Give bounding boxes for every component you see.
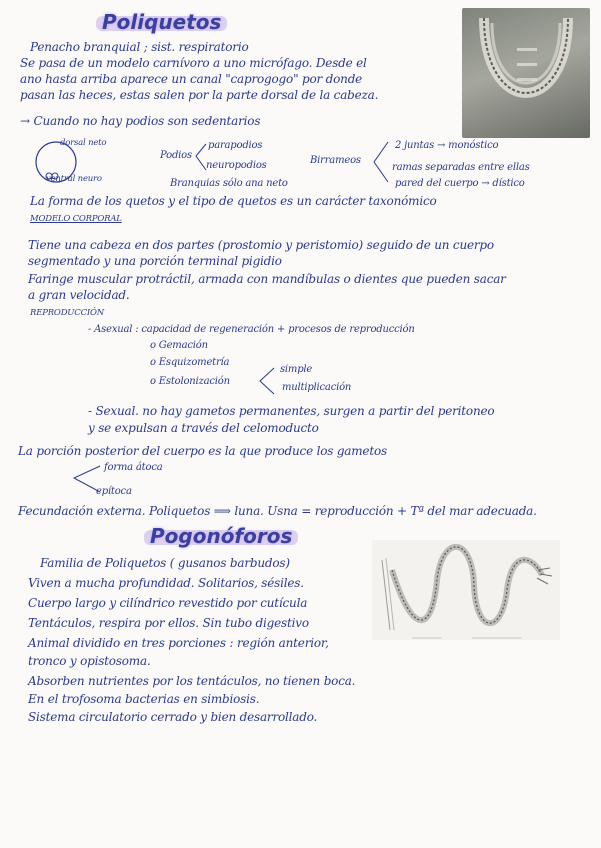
text-line: Tiene una cabeza en dos partes (prostomio y peristomio) seguido de un cuerpo bbox=[28, 238, 494, 252]
text-line: segmentado y una porción terminal pigidio bbox=[28, 254, 282, 268]
birrameos-label: Birrameos bbox=[310, 155, 361, 166]
forma-atoca-label: forma átoca bbox=[104, 462, 163, 473]
podios-label: Podios bbox=[160, 150, 192, 161]
text-line: Absorben nutrientes por los tentáculos, no tienen boca. bbox=[28, 674, 356, 688]
text-line: ano hasta arriba aparece un canal "caprogogo" por donde bbox=[20, 72, 363, 86]
text-line: a gran velocidad. bbox=[28, 288, 130, 302]
poliquetos-title: Poliquetos bbox=[102, 10, 222, 34]
text-line: Faringe muscular protráctil, armada con mandíbulas o dientes que pueden sacar bbox=[28, 272, 506, 286]
sexual-line: - Sexual. no hay gametos permanentes, surgen a partir del peritoneo bbox=[88, 404, 495, 418]
text-line: Sistema circulatorio cerrado y bien desarrollado. bbox=[28, 710, 318, 724]
text-line: Se pasa de un modelo carnívoro a uno micrófago. Desde el bbox=[20, 56, 367, 70]
text-line: → Cuando no hay podios son sedentarios bbox=[20, 114, 261, 128]
text-line: Viven a mucha profundidad. Solitarios, sésiles. bbox=[28, 576, 304, 590]
multiplicacion-label: multiplicación bbox=[282, 382, 352, 393]
pared-label: pared del cuerpo → dístico bbox=[395, 178, 525, 189]
branquias-label: Branquias sólo ana neto bbox=[170, 178, 288, 189]
text-line: La porción posterior del cuerpo es la que produce los gametos bbox=[18, 444, 387, 458]
text-line: pasan las heces, estas salen por la parte dorsal de la cabeza. bbox=[20, 88, 379, 102]
text-line: Fecundación externa. Poliquetos ⟹ luna. Usna = reproducción + Tª del mar adecuada. bbox=[18, 504, 537, 518]
asexual-line: - Asexual : capacidad de regeneración + procesos de reproducción bbox=[88, 324, 415, 335]
brace-icon bbox=[368, 140, 390, 184]
illustration-pogonophora bbox=[372, 540, 560, 640]
pogonoforos-title: Pogonóforos bbox=[150, 524, 293, 548]
dos-juntas-label: 2 juntas → monóstico bbox=[395, 140, 499, 151]
ventral-label: ventral neuro bbox=[46, 174, 102, 184]
ramas-separadas-label: ramas separadas entre ellas bbox=[392, 162, 530, 173]
text-line: Cuerpo largo y cilíndrico revestido por cutícula bbox=[28, 596, 308, 610]
dorsal-label: dorsal neto bbox=[60, 138, 107, 148]
gemacion-item: o Gemación bbox=[150, 340, 208, 351]
modelo-corporal-heading: MODELO CORPORAL bbox=[30, 214, 122, 224]
text-line: tronco y opistosoma. bbox=[28, 654, 151, 668]
text-line: La forma de los quetos y el tipo de quetos es un carácter taxonómico bbox=[30, 194, 437, 208]
text-line: Animal dividido en tres porciones : región anterior, bbox=[28, 636, 329, 650]
photo-worm-in-tube bbox=[462, 8, 590, 138]
neuropodios-label: neuropodios bbox=[206, 160, 267, 171]
text-line: Penacho branquial ; sist. respiratorio bbox=[30, 40, 249, 54]
simple-label: simple bbox=[280, 364, 313, 375]
reproduccion-heading: REPRODUCCIÓN bbox=[30, 308, 105, 318]
estolonizacion-item: o Estolonización bbox=[150, 376, 230, 387]
brace-icon bbox=[254, 366, 276, 396]
sexual-line: y se expulsan a través del celomoducto bbox=[88, 421, 319, 435]
pogonophora-worm-illustration bbox=[372, 540, 560, 640]
text-line: Tentáculos, respira por ellos. Sin tubo digestivo bbox=[28, 616, 309, 630]
text-line: Familia de Poliquetos ( gusanos barbudos) bbox=[40, 556, 290, 570]
worm-tube-illustration bbox=[462, 8, 590, 138]
text-line: En el trofosoma bacterias en simbiosis. bbox=[28, 692, 260, 706]
epitoca-label: epítoca bbox=[96, 486, 132, 497]
parapodios-label: parapodios bbox=[208, 140, 263, 151]
esquizometria-item: o Esquizometría bbox=[150, 357, 230, 368]
